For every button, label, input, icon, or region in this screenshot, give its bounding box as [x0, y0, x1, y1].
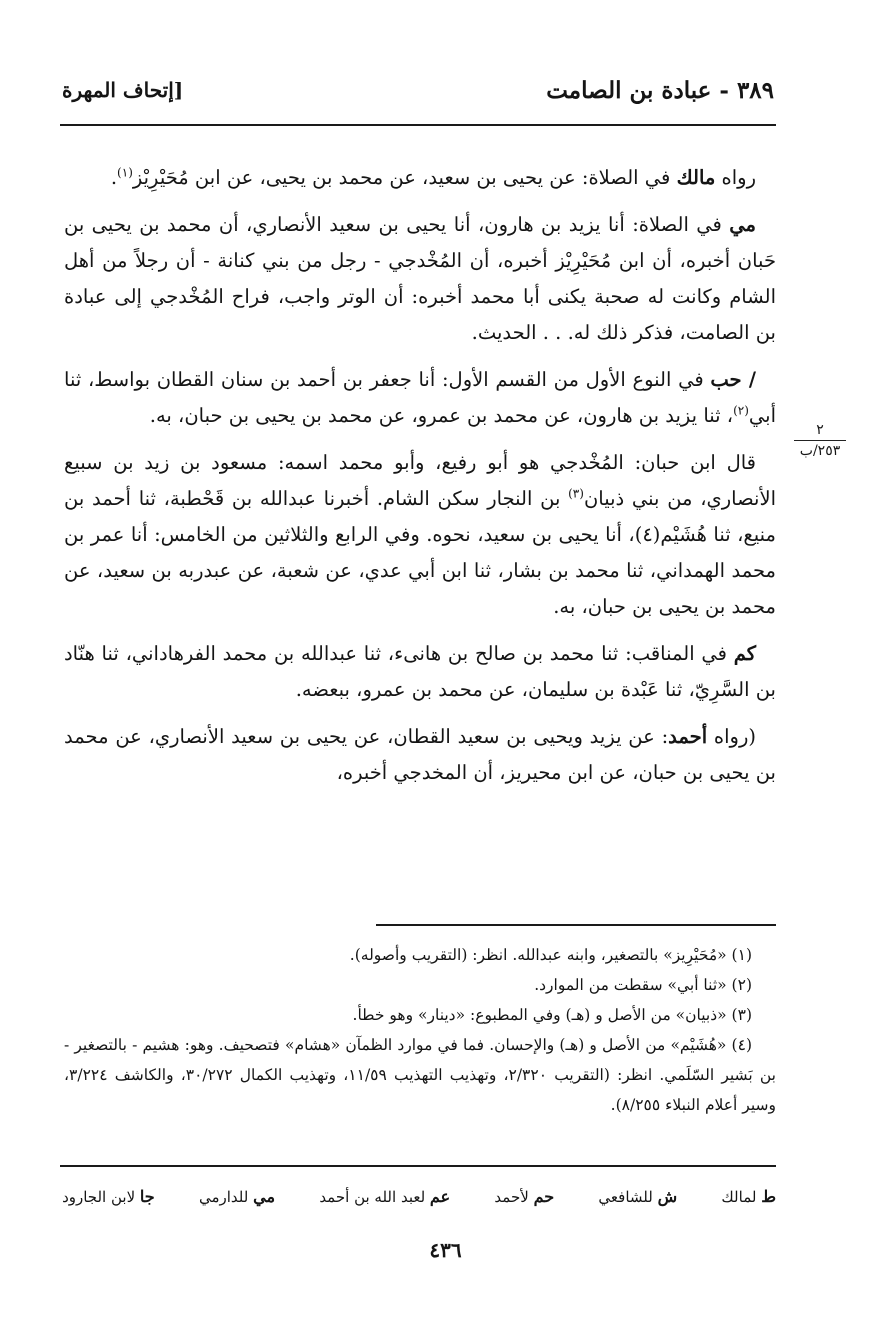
folio-numerator: ٢	[816, 422, 824, 438]
paragraph-darimi: مي في الصلاة: أنا يزيد بن هارون، أنا يحيى بن سعيد الأنصاري، أن محمد بن يحيى بن حَبان أخبره، أن ابن مُحَيْرِيْز أخبره، أن المُخْدجي - رجل من بني كنانة - أن رجلاً من أهل الشام وكانت له صحبة يكنى أبا محمد أخبره: أن الوتر واجب، فراح المُخْدجي إلى عبادة بن الصامت، فذكر ذلك له. . . الحديث.	[64, 213, 776, 344]
footnote-rule	[376, 924, 776, 926]
sigla-key	[62, 1180, 776, 1212]
paragraph-hakim: كم في المناقب: ثنا محمد بن صالح بن هانىء، ثنا عبدالله بن محمد الفرهاداني، ثنا هنّاد بن السَّرِيّ، ثنا عَبْدة بن سليمان، عن محمد بن عمرو، ببعضه.	[64, 642, 776, 701]
main-text	[64, 160, 776, 802]
folio-fraction-line	[794, 440, 846, 441]
folio-denominator: ٢٥٣/ب	[799, 443, 841, 459]
footnote-ref: (٢)	[733, 403, 749, 418]
paragraph-siglum: / حب	[710, 368, 756, 391]
siglum-item: ش للشافعي	[598, 1186, 678, 1206]
paragraph-ahmad: (رواه أحمد: عن يزيد ويحيى بن سعيد القطان، عن يحيى بن سعيد الأنصاري، عن محمد بن يحيى بن حبان، عن ابن محيريز، أن المخدجي أخبره،	[64, 725, 776, 784]
entry-title: ٣٨٩ - عبادة بن الصامت	[546, 76, 774, 104]
manuscript-folio-note	[790, 422, 850, 459]
source-name: مالك	[676, 166, 716, 189]
footnote-4: (٤) «هُشَيْم» من الأصل و (هـ) والإحسان. فما في موارد الظمآن «هشام» فتصحيف. وهو: هشيم - بالتصغير - بن بَشير السّلَمي. انظر: (التقريب ٢/٣٢٠، وتهذيب التهذيب ١١/٥٩، وتهذيب الكمال ٣٠/٢٧٢، والكاشف ٣/٢٢٤، وسير أعلام النبلاء ٨/٢٥٥).	[64, 1036, 776, 1114]
footnote-3: (٣) «ذبيان» من الأصل و (هـ) وفي المطبوع: «دينار» وهو خطأ.	[352, 1006, 752, 1024]
paragraph-ibn-hibban: / حب في النوع الأول من القسم الأول: أنا جعفر بن أحمد بن سنان القطان بواسط، ثنا أبي$^{(٢)}$، ثنا يزيد بن هارون، عن محمد بن عمرو، عن محمد بن يحيى بن حبان، به.	[64, 368, 776, 427]
siglum-item: جا لابن الجارود	[62, 1186, 155, 1206]
page-number: ٤٣٦	[429, 1238, 462, 1262]
paragraph-siglum: مي	[729, 213, 756, 236]
footnote-2: (٢) «ثنا أبي» سقطت من الموارد.	[534, 976, 752, 994]
sigla-rule	[60, 1165, 776, 1167]
header-rule	[60, 124, 776, 126]
paragraph-malik: رواه مالك في الصلاة: عن يحيى بن سعيد، عن محمد بن يحيى، عن ابن مُحَيْرِيْز$^{(١)}$.	[110, 165, 756, 189]
footnote-1: (١) «مُحَيْرِيز» بالتصغير، وابنه عبدالله. انظر: (التقريب وأصوله).	[349, 946, 752, 964]
paragraph-siglum: كم	[733, 642, 756, 665]
running-header	[62, 70, 774, 110]
siglum-item: ط لمالك	[721, 1186, 776, 1206]
footnotes	[64, 940, 776, 1120]
footnote-ref: (١)	[117, 165, 133, 180]
paragraph-ibn-hibban-comment: قال ابن حبان: المُخْدجي هو أبو رفيع، وأبو محمد اسمه: مسعود بن زيد بن سبيع الأنصاري، من بني ذبيان$^{(٣)}$ بن النجار سكن الشام. أخبرنا عبدالله بن قَحْطبة، ثنا أحمد بن منيع، ثنا هُشَيْم(٤)، أنا يحيى بن سعيد، نحوه. وفي الرابع والثلاثين من الخامس: أنا عمر بن محمد الهمداني، ثنا محمد بن بشار، ثنا ابن أبي عدي، عن شعبة، عن عبدربه بن سعيد، عن محمد بن يحيى بن حبان، به.	[64, 451, 777, 618]
siglum-item: حم لأحمد	[494, 1186, 555, 1206]
siglum-item: عم لعبد الله بن أحمد	[319, 1186, 451, 1206]
footnote-ref: (٣)	[568, 486, 584, 501]
source-name: أحمد	[668, 725, 708, 748]
siglum-item: مي للدارمي	[198, 1186, 276, 1206]
book-title: [إتحاف المهرة	[62, 78, 184, 102]
